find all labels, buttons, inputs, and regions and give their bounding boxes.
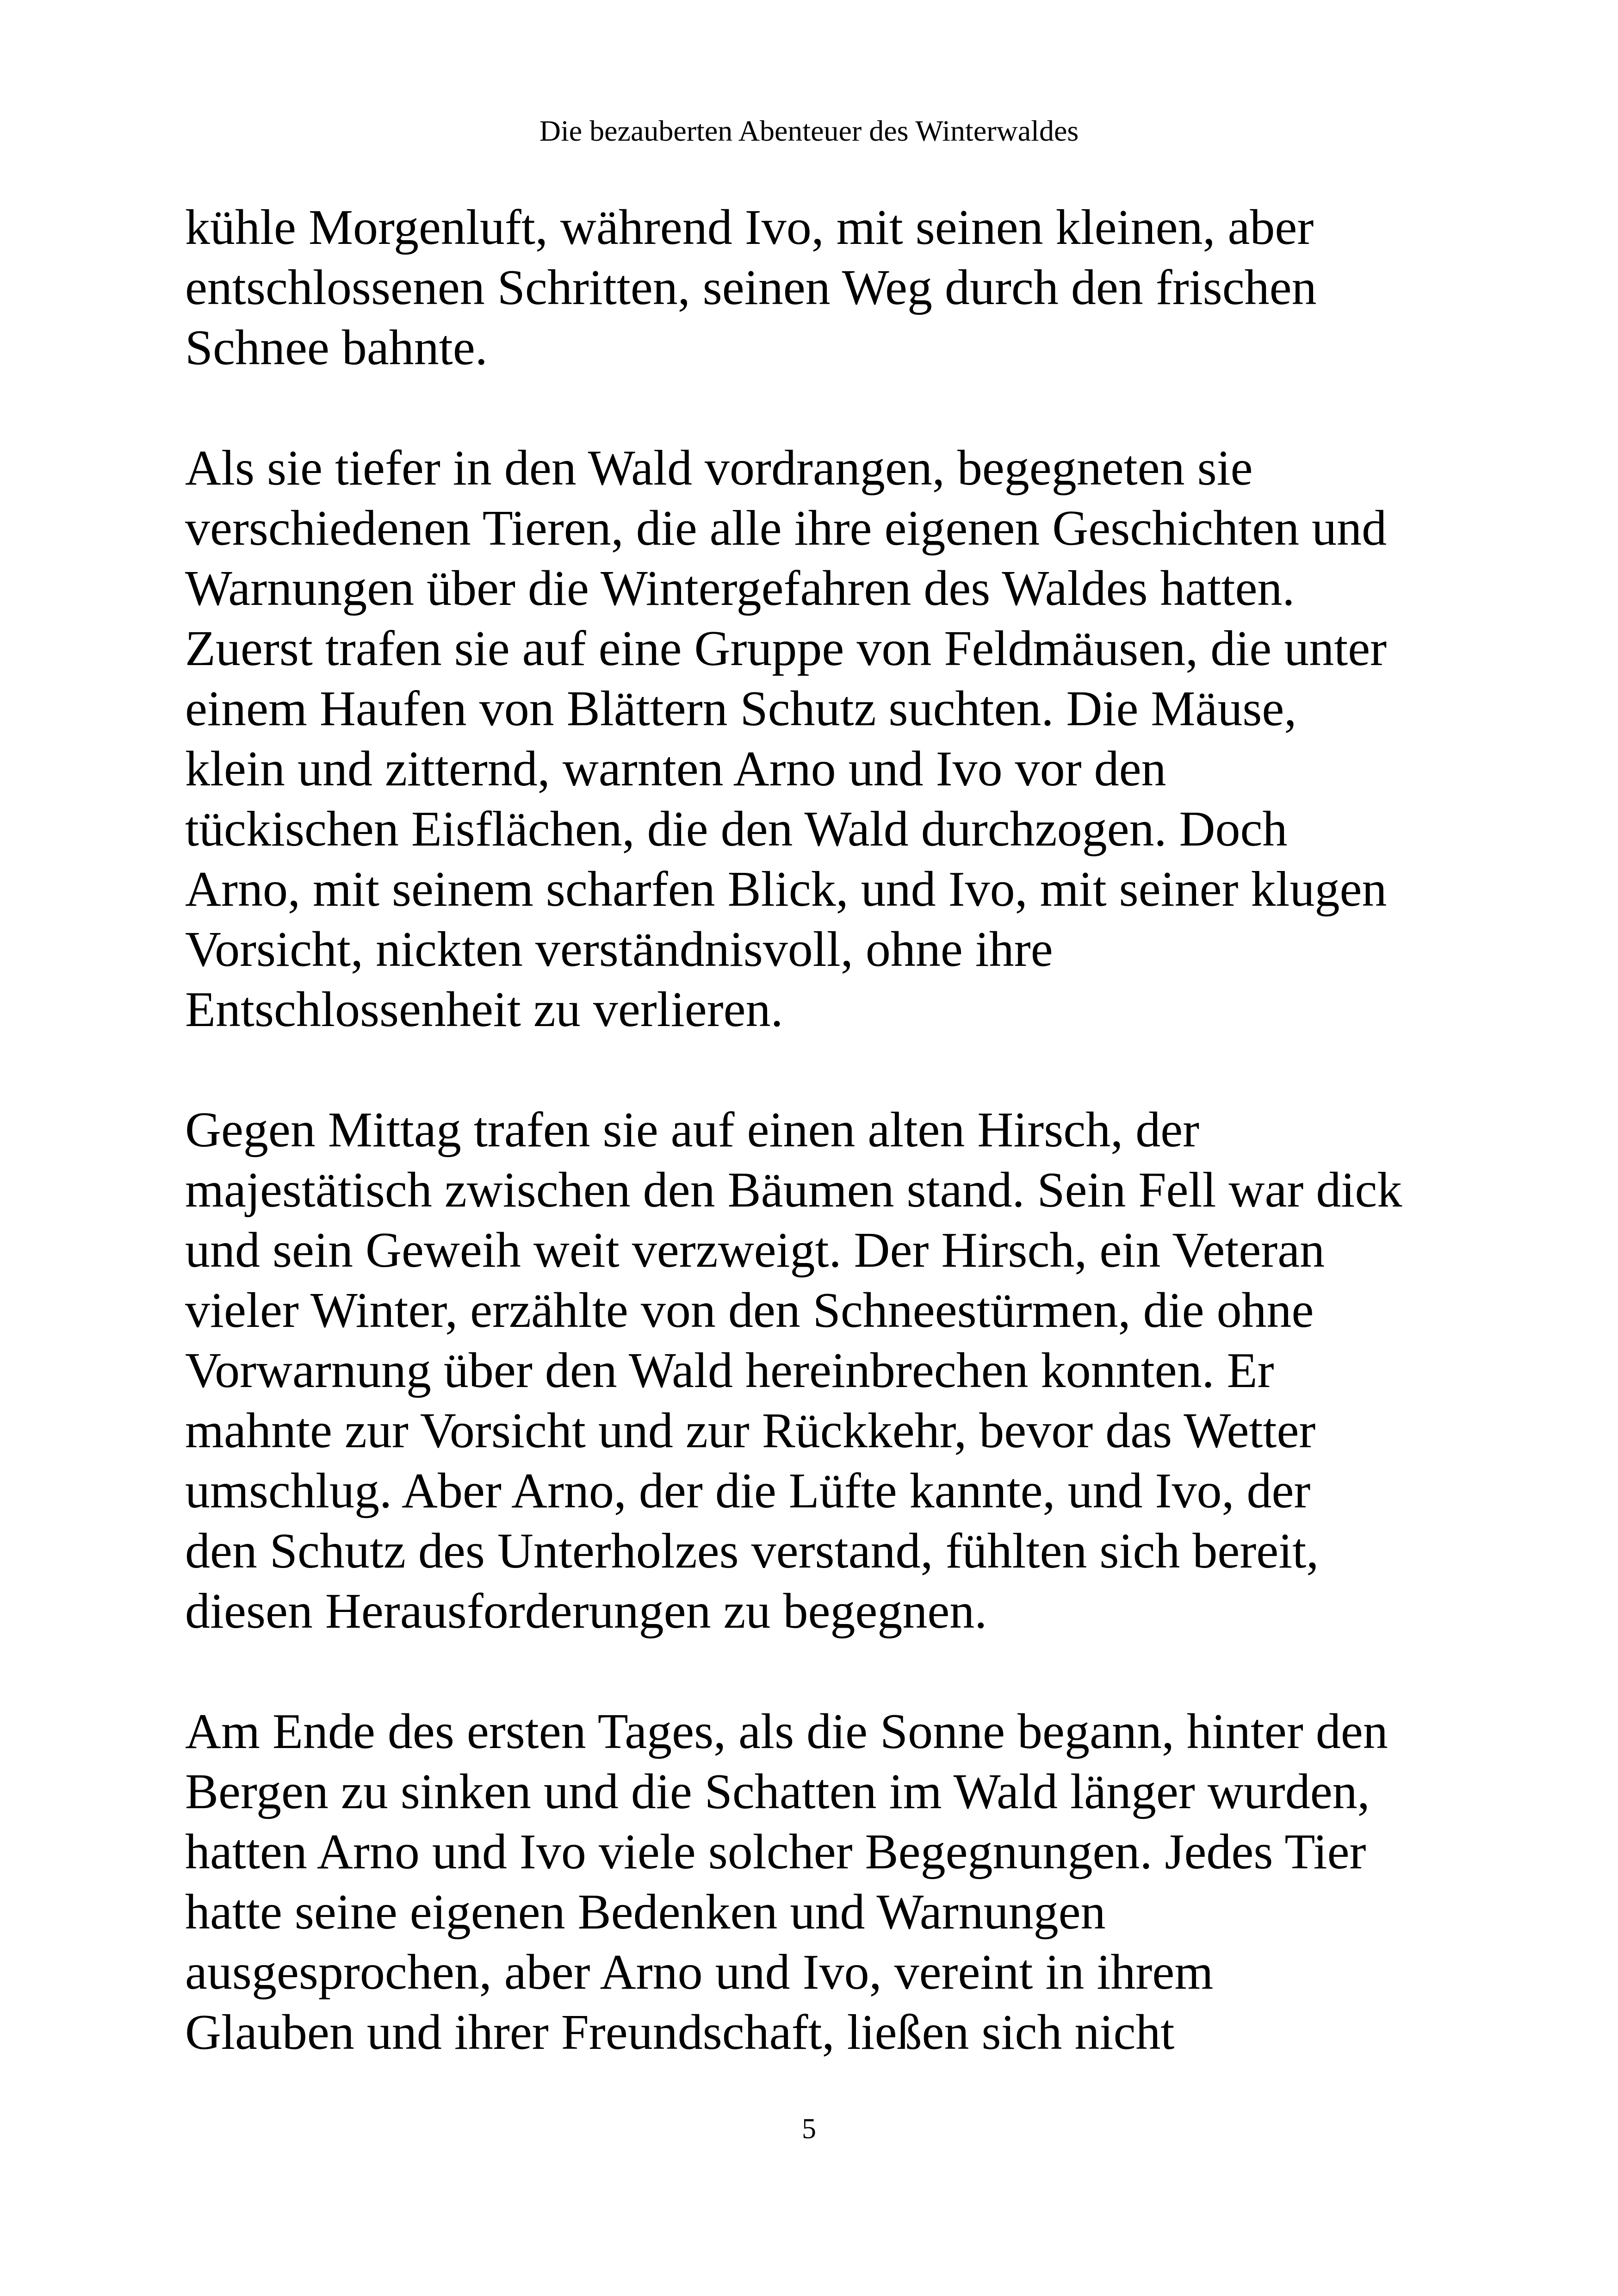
text-line: Gegen Mittag trafen sie auf einen alten Hirsch, der [185, 1102, 1200, 1157]
text-line: entschlossenen Schritten, seinen Weg durch den frischen [185, 260, 1317, 315]
text-line: Warnungen über die Wintergefahren des Waldes hatten. [185, 561, 1295, 616]
text-line: Bergen zu sinken und die Schatten im Wald länger wurden, [185, 1764, 1370, 1819]
text-line: hatten Arno und Ivo viele solcher Begegnungen. Jedes Tier [185, 1824, 1366, 1879]
text-line: diesen Herausforderungen zu begegnen. [185, 1584, 987, 1639]
text-line: Zuerst trafen sie auf eine Gruppe von Feldmäusen, die unter [185, 621, 1387, 676]
text-line: Glauben und ihrer Freundschaft, ließen sich nicht [185, 2005, 1175, 2060]
text-line: tückischen Eisflächen, die den Wald durchzogen. Doch [185, 802, 1288, 857]
text-line: Als sie tiefer in den Wald vordrangen, begegneten sie [185, 441, 1253, 496]
text-line: verschiedenen Tieren, die alle ihre eigenen Geschichten und [185, 501, 1387, 556]
text-line: Schnee bahnte. [185, 320, 488, 375]
paragraph-3 [185, 1100, 1462, 1642]
text-line: Am Ende des ersten Tages, als die Sonne begann, hinter den [185, 1704, 1388, 1759]
text-line: hatte seine eigenen Bedenken und Warnungen [185, 1885, 1106, 1940]
paragraph-1 [185, 198, 1462, 378]
text-line: den Schutz des Unterholzes verstand, fühlten sich bereit, [185, 1524, 1319, 1579]
paragraph-4 [185, 1702, 1462, 2063]
text-line: kühle Morgenluft, während Ivo, mit seinen kleinen, aber [185, 200, 1314, 255]
text-line: Vorsicht, nickten verständnisvoll, ohne ihre [185, 922, 1053, 977]
body-text [185, 198, 1462, 2123]
running-header: Die bezauberten Abenteuer des Winterwaldes [539, 114, 1079, 147]
text-line: majestätisch zwischen den Bäumen stand. Sein Fell war dick [185, 1163, 1402, 1218]
text-line: und sein Geweih weit verzweigt. Der Hirsch, ein Veteran [185, 1223, 1325, 1278]
text-line: einem Haufen von Blättern Schutz suchten. Die Mäuse, [185, 681, 1297, 736]
text-line: vieler Winter, erzählte von den Schneestürmen, die ohne [185, 1283, 1314, 1338]
text-line: ausgesprochen, aber Arno und Ivo, vereint in ihrem [185, 1945, 1214, 2000]
text-line: Vorwarnung über den Wald hereinbrechen konnten. Er [185, 1343, 1274, 1398]
text-line: Arno, mit seinem scharfen Blick, und Ivo, mit seiner klugen [185, 862, 1387, 917]
page-number: 5 [802, 2113, 816, 2145]
text-line: mahnte zur Vorsicht und zur Rückkehr, bevor das Wetter [185, 1403, 1316, 1458]
text-line: klein und zitternd, warnten Arno und Ivo vor den [185, 741, 1166, 796]
paragraph-2 [185, 438, 1462, 1040]
text-line: umschlug. Aber Arno, der die Lüfte kannte, und Ivo, der [185, 1463, 1311, 1518]
text-line: Entschlossenheit zu verlieren. [185, 982, 783, 1037]
